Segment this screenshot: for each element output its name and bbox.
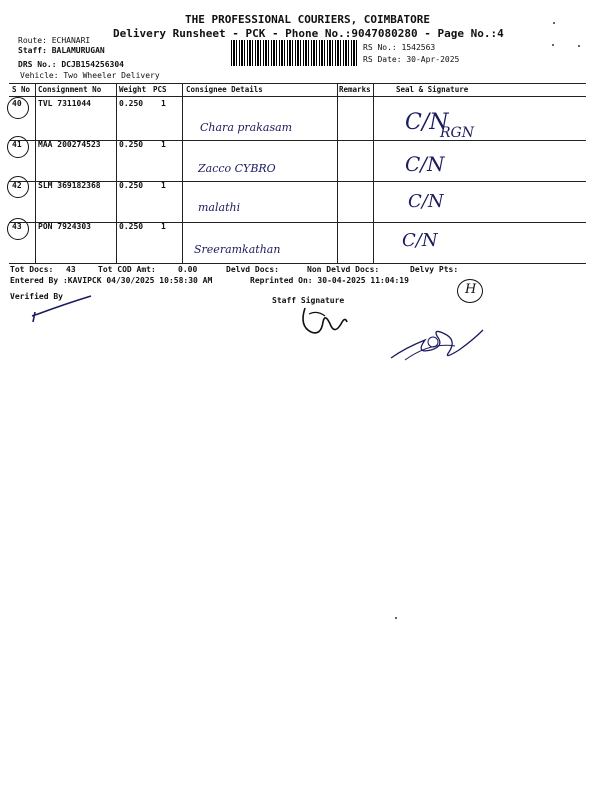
- delvy-pts-label: Delvy Pts:: [410, 265, 459, 274]
- scan-speck: [395, 617, 397, 619]
- column-divider: [116, 84, 117, 264]
- scan-speck: [552, 44, 554, 46]
- vehicle-label: Vehicle: Two Wheeler Delivery: [20, 71, 160, 80]
- rs-date: RS Date: 30-Apr-2025: [363, 55, 460, 64]
- col-header-remarks: Remarks: [339, 85, 371, 94]
- row-sno: 41: [12, 140, 22, 149]
- seal-handwritten: C/N: [408, 191, 444, 212]
- verified-by-signature: [25, 290, 105, 330]
- column-divider: [35, 84, 36, 264]
- col-header-pcs: PCS: [153, 85, 167, 94]
- delvd-docs-label: Delvd Docs:: [226, 265, 279, 274]
- consignee-handwritten: Chara prakasam: [200, 121, 293, 134]
- runsheet-subtitle: Delivery Runsheet - PCK - Phone No.:9047080280 - Page No.:4: [113, 27, 504, 40]
- consignee-handwritten: Zacco CYBRO: [198, 162, 276, 175]
- row-sno: 40: [12, 99, 22, 108]
- staff-label: Staff: BALAMURUGAN: [18, 46, 105, 55]
- non-delvd-docs-label: Non Delvd Docs:: [307, 265, 380, 274]
- receiver-signature: [385, 320, 495, 370]
- tot-cod-label: Tot COD Amt:: [98, 265, 156, 274]
- col-header-sno: S No: [12, 85, 31, 94]
- row-consignment: PON 7924303: [38, 222, 91, 231]
- col-header-weight: Weight: [119, 85, 147, 94]
- table-bottom-rule: [9, 263, 586, 264]
- column-divider: [337, 84, 338, 264]
- tot-cod-value: 0.00: [178, 265, 198, 274]
- col-header-consignee: Consignee Details: [186, 85, 263, 94]
- row-weight: 0.250: [119, 181, 144, 190]
- seal-handwritten: C/N: [402, 230, 438, 251]
- scan-speck: [553, 22, 555, 24]
- row-pcs: 1: [161, 140, 166, 149]
- tot-docs-value: 43: [66, 265, 76, 274]
- seal-handwritten: C/N: [405, 110, 449, 135]
- row-consignment: MAA 200274523: [38, 140, 101, 149]
- column-divider: [182, 84, 183, 264]
- consignee-handwritten: Sreeramkathan: [194, 243, 281, 256]
- row-sno: 42: [12, 181, 22, 190]
- company-title: THE PROFESSIONAL COURIERS, COIMBATORE: [185, 13, 431, 26]
- consignee-handwritten: malathi: [198, 201, 241, 214]
- col-header-seal: Seal & Signature: [396, 85, 469, 94]
- tot-docs-label: Tot Docs:: [10, 265, 54, 274]
- staff-signature-label: Staff Signature: [272, 296, 345, 305]
- reprinted-on: Reprinted On: 30-04-2025 11:04:19: [250, 276, 409, 285]
- row-weight: 0.250: [119, 222, 144, 231]
- scan-speck: [578, 45, 580, 47]
- rs-number: RS No.: 1542563: [363, 43, 436, 52]
- verified-by-label: Verified By: [10, 292, 63, 301]
- row-consignment: TVL 7311044: [38, 99, 91, 108]
- column-divider: [373, 84, 374, 264]
- table-header-rule: [9, 96, 586, 97]
- row-divider: [9, 222, 586, 223]
- row-sno: 43: [12, 222, 22, 231]
- drs-number: DRS No.: DCJB154256304: [18, 60, 124, 69]
- row-pcs: 1: [161, 181, 166, 190]
- route-label: Route: ECHANARI: [18, 36, 91, 45]
- row-consignment: SLM 369182368: [38, 181, 101, 190]
- seal-handwritten-extra: RGN: [440, 125, 474, 141]
- table-top-rule: [9, 83, 586, 84]
- row-pcs: 1: [161, 99, 166, 108]
- barcode: [231, 40, 357, 66]
- col-header-consignment: Consignment No: [38, 85, 102, 94]
- row-pcs: 1: [161, 222, 166, 231]
- row-weight: 0.250: [119, 99, 144, 108]
- seal-handwritten: C/N: [405, 152, 445, 176]
- staff-signature: [295, 302, 355, 342]
- row-weight: 0.250: [119, 140, 144, 149]
- entered-by: Entered By :KAVIPCK 04/30/2025 10:58:30 AM: [10, 276, 213, 285]
- delvy-pts-mark: H: [465, 282, 477, 297]
